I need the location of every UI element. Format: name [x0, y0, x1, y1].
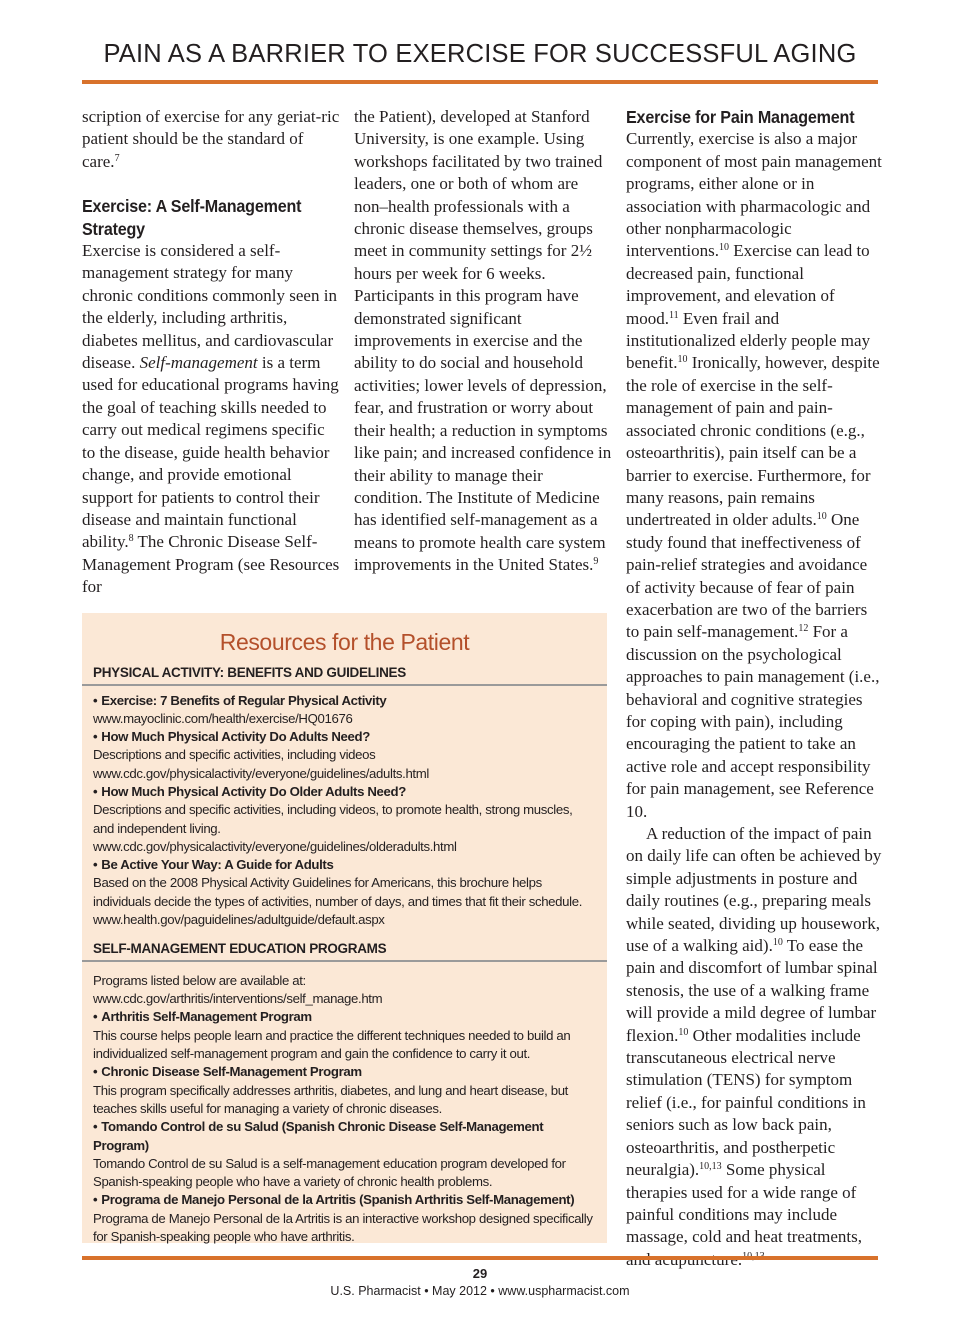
resource-item-title: [93, 1063, 596, 1081]
resource-item-title: [93, 1191, 596, 1209]
resource-description: Tomando Control de su Salud is a self-management education program developed for Spanish-speaking people who have a variety of chronic health problems.: [93, 1155, 566, 1190]
column-1: [82, 106, 340, 599]
bullet-icon: •: [93, 1064, 98, 1080]
section-heading-self-management: SELF-MANAGEMENT EDUCATION PROGRAMS: [93, 941, 387, 957]
resource-title-text: Exercise: 7 Benefits of Regular Physical Activity: [101, 692, 387, 708]
col3-p1-text-c: Even frail and institutionalized elderly people may benefit.: [626, 308, 871, 373]
col1-p1-text: scription of exercise for any geriat-ric patient should be the standard of care.: [82, 107, 340, 171]
bullet-icon: •: [93, 783, 98, 799]
resource-link[interactable]: www.cdc.gov/physicalactivity/everyone/guidelines/olderadults.html: [93, 838, 457, 854]
col1-paragraph-2: [82, 240, 340, 599]
col2-paragraph-1: [354, 106, 612, 577]
resources-sidebar: [82, 613, 607, 1243]
bullet-icon: •: [93, 692, 98, 708]
col1-paragraph-1: [82, 106, 340, 173]
reference-mark: 9: [593, 556, 599, 568]
col3-paragraph-2: [626, 823, 882, 1271]
reference-mark: 10: [678, 1026, 689, 1038]
resource-link[interactable]: www.health.gov/paguidelines/adultguide/default.aspx: [93, 912, 385, 928]
resource-description: Based on the 2008 Physical Activity Guidelines for Americans, this brochure helps individuals decide the types of activities, number of days, and times that fit their schedule.: [93, 875, 583, 909]
bullet-icon: •: [93, 1192, 98, 1208]
resource-description: Programa de Manejo Personal de la Artritis is an interactive workshop designed specifically for Spanish-speaking people who have arthritis.: [93, 1210, 593, 1245]
programs-intro-line: Programs listed below are available at:: [93, 972, 306, 988]
resource-item-title: [93, 728, 596, 746]
footer-publication: U.S. Pharmacist • May 2012 • www.uspharmacist.com: [330, 1284, 630, 1298]
reference-mark: 10,13: [699, 1161, 722, 1173]
resource-title-text: Arthritis Self-Management Program: [101, 1009, 312, 1025]
resource-item-title: [93, 783, 596, 801]
running-head: PAIN AS A BARRIER TO EXERCISE FOR SUCCESSFUL AGING: [103, 40, 857, 68]
bullet-icon: •: [93, 857, 98, 873]
col1-p2-text-c: The Chronic Disease Self-Management Program (see Resources for: [82, 532, 340, 597]
sidebar-title: Resources for the Patient: [219, 629, 470, 655]
resource-description: This program specifically addresses arthritis, diabetes, and lung and heart disease, but teaches skills useful for managing a variety of chronic diseases.: [93, 1082, 568, 1116]
reference-mark: 11: [668, 309, 679, 321]
reference-mark: 10: [816, 511, 827, 523]
reference-mark: 10: [719, 242, 730, 254]
reference-mark: 12: [798, 623, 809, 635]
bullet-icon: •: [93, 1009, 98, 1025]
col3-p1-text-b: Exercise can lead to decreased pain, functional improvement, and elevation of mood.: [626, 241, 870, 328]
col1-p2-text-b: is a term used for educational programs having the goal of teaching skills needed to carry out medical regimens specific to the disease, guide health behavior change, and provide emotional support for patients to control their disease and maintain functional ability.: [82, 353, 339, 552]
col3-paragraph-1: [626, 128, 882, 823]
resource-item-title: [93, 856, 596, 874]
resource-title-text: How Much Physical Activity Do Adults Need?: [101, 729, 370, 745]
self-management-list: [82, 962, 607, 1246]
col3-p2-text-b: To ease the pain and discomfort of lumbar spinal stenosis, the use of a walking frame will provide a mild degree of lumbar flexion.: [626, 936, 878, 1045]
col2-p1-text: the Patient), developed at Stanford University, is one example. Using workshops facilitated by two trained leaders, one or both of whom are non–health professionals with a chronic disease themselves, groups meet in community settings for 2½ hours per week for 6 weeks. Participants in this program have demonstrated significant improvements in exercise and the ability to do social and household activities; lower levels of depression, fear, and frustration or worry about their health; a reduction in symptoms like pain; and increased confidence in their ability to manage their condition. The Institute of Medicine has identified self-management as a means to promote health care system improvements in the United States.: [354, 107, 612, 575]
col1-p2-emphasis: Self-management: [139, 353, 258, 373]
programs-intro-link[interactable]: www.cdc.gov/arthritis/interventions/self_manage.htm: [93, 991, 383, 1007]
bottom-rule: [82, 1256, 878, 1260]
col3-p1-text-f: For a discussion on the psychological approaches to pain management (i.e., behavioral and cognitive strategies for coping with pain), including encouraging the patient to take an active role and accept responsibility for pain management, see Reference 10.: [626, 622, 880, 821]
resource-description: Descriptions and specific activities, including videos, to promote health, strong muscles, and independent living.: [93, 802, 573, 836]
resource-link[interactable]: www.mayoclinic.com/health/exercise/HQ01676: [93, 710, 353, 726]
resource-description: This course helps people learn and practice the different techniques needed to build an individualized self-management program and gain the confidence to carry it out.: [93, 1027, 571, 1062]
reference-mark: 10: [772, 937, 783, 949]
resource-title-text: Programa de Manejo Personal de la Artritis (Spanish Arthritis Self-Management): [101, 1192, 575, 1208]
resource-item-title: [93, 692, 596, 710]
column-2: [354, 106, 612, 577]
reference-mark: 7: [114, 152, 120, 164]
col3-p2-text-d: Some physical therapies used for a wide range of painful conditions may include massage, cold and heat treatments,: [626, 1160, 863, 1247]
bullet-icon: •: [93, 729, 98, 745]
subhead-self-management: Exercise: A Self-Management Strategy: [82, 196, 302, 239]
physical-activity-list: [82, 686, 607, 930]
col3-p1-text-e: One study found that ineffectiveness of pain-relief strategies and avoidance of activity because of fear of pain exacerbation are two of the barriers to pain self-management.: [626, 510, 868, 642]
col3-p1-text-d: Ironically, however, despite the role of exercise in the self-management of pain and pain-associated chronic conditions (e.g., osteoarthritis), pain itself can be a barrier to exercise. Furthermore, for many reasons, pain remains undertreated in older adults.: [626, 353, 880, 530]
col1-p2-text-a: Exercise is considered a self-management strategy for many chronic conditions commonly seen in the elderly, including arthritis, diabetes mellitus, and cardiovascular disease.: [82, 241, 337, 373]
bullet-icon: •: [93, 1119, 98, 1135]
subhead-pain-management: Exercise for Pain Management: [626, 107, 855, 127]
resource-description: Descriptions and specific activities, including videos: [93, 747, 376, 763]
column-3: [626, 106, 882, 1271]
reference-mark: 8: [128, 533, 134, 545]
resource-item-title: [93, 1118, 596, 1155]
resource-title-text: Chronic Disease Self-Management Program: [101, 1064, 362, 1080]
resource-title-text: Be Active Your Way: A Guide for Adults: [101, 857, 334, 873]
reference-mark: 10: [677, 354, 688, 366]
col3-p2-text-a: A reduction of the impact of pain on daily life can often be achieved by simple adjustments in posture and daily routines (e.g., preparing meals while seated, dividing up housework, use of a walking aid).: [626, 824, 882, 956]
col3-p2-text-c: Other modalities include transcutaneous electrical nerve stimulation (TENS) for symptom relief (i.e., for painful conditions in seniors such as low back pain, osteoarthritis, and postherpetic neuralgia).: [626, 1025, 866, 1180]
resource-title-text: Tomando Control de su Salud (Spanish Chronic Disease Self-Management Program): [93, 1119, 544, 1153]
section-heading-physical-activity: PHYSICAL ACTIVITY: BENEFITS AND GUIDELINES: [93, 665, 406, 680]
page-number: 29: [472, 1266, 488, 1281]
top-rule: [82, 80, 878, 84]
col3-p1-text-a: Currently, exercise is also a major component of most pain management programs, either alone or in association with pharmacologic and other nonpharmacologic interventions.: [626, 129, 882, 261]
resource-link[interactable]: www.cdc.gov/physicalactivity/everyone/guidelines/adults.html: [93, 765, 429, 781]
resource-title-text: How Much Physical Activity Do Older Adults Need?: [101, 783, 406, 799]
resource-item-title: [93, 1008, 596, 1026]
